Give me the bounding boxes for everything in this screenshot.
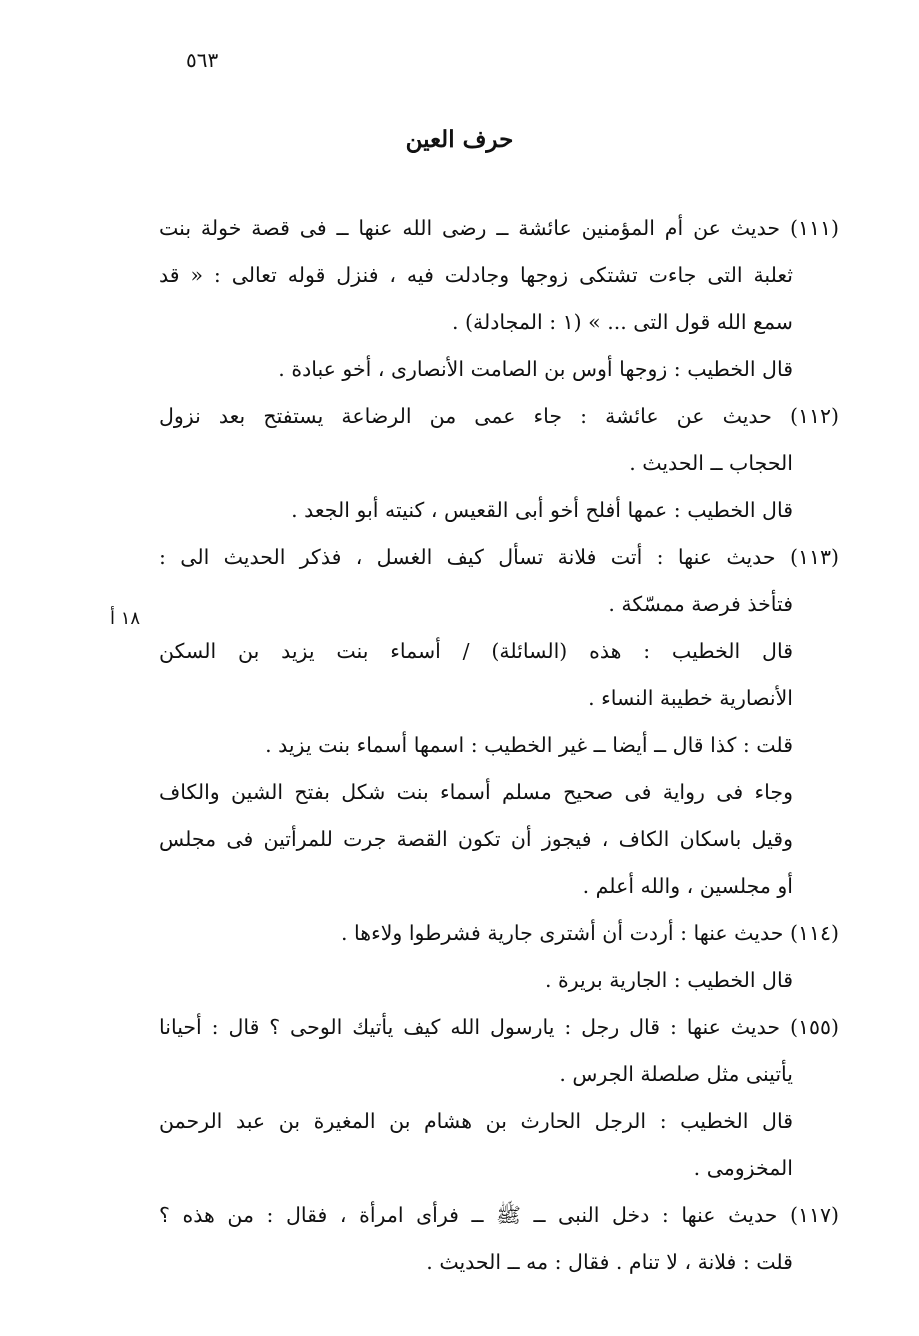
text-line-9: فتأخذ فرصة ممسّكة .	[608, 592, 793, 616]
chapter-title: حرف العين	[405, 126, 514, 153]
text-line-17: قال الخطيب : الجارية بريرة .	[544, 968, 793, 992]
text-line-11: الأنصارية خطيبة النساء .	[588, 686, 793, 710]
text-line-12: قلت : كذا قال ــ أيضا ــ غير الخطيب : اسمها أسماء بنت يزيد .	[265, 733, 793, 757]
text-line-18: (١٥٥) حديث عنها : قال رجل : يارسول الله كيف يأتيك الوحى ؟ قال : أحيانا	[159, 1015, 839, 1039]
text-line-1: (١١١) حديث عن أم المؤمنين عائشة ــ رضى الله عنها ــ فى قصة خولة بنت	[159, 216, 839, 240]
text-line-15: أو مجلسين ، والله أعلم .	[582, 874, 793, 898]
text-line-21: المخزومى .	[693, 1156, 793, 1180]
text-line-4: قال الخطيب : زوجها أوس بن الصامت الأنصارى ، أخو عبادة .	[278, 357, 793, 381]
text-line-10: قال الخطيب : هذه (السائلة) / أسماء بنت يزيد بن السكن	[159, 639, 793, 663]
text-line-3: سمع الله قول التى ... » (١ : المجادلة) .	[452, 310, 793, 334]
text-line-22: (١١٧) حديث عنها : دخل النبى ــ ﷺ ــ فرأى امرأة ، فقال : من هذه ؟	[159, 1203, 839, 1227]
text-line-2: ثعلبة التى جاءت تشتكى زوجها وجادلت فيه ، فنزل قوله تعالى : « قد	[159, 263, 793, 287]
text-line-6: الحجاب ــ الحديث .	[629, 451, 793, 475]
text-line-16: (١١٤) حديث عنها : أردت أن أشترى جارية فشرطوا ولاءها .	[340, 921, 839, 945]
text-line-23: قلت : فلانة ، لا تنام . فقال : مه ــ الحديث .	[426, 1250, 793, 1274]
text-line-14: وقيل باسكان الكاف ، فيجوز أن تكون القصة جرت للمرأتين فى مجلس	[159, 827, 793, 851]
text-line-8: (١١٣) حديث عنها : أتت فلانة تسأل كيف الغسل ، فذكر الحديث الى :	[159, 545, 839, 569]
text-line-5: (١١٢) حديث عن عائشة : جاء عمى من الرضاعة يستفتح بعد نزول	[159, 404, 839, 428]
text-line-19: يأتينى مثل صلصلة الجرس .	[559, 1062, 793, 1086]
text-line-7: قال الخطيب : عمها أفلح أخو أبى القعيس ، كنيته أبو الجعد .	[291, 498, 793, 522]
text-line-20: قال الخطيب : الرجل الحارث بن هشام بن المغيرة بن عبد الرحمن	[159, 1109, 793, 1133]
text-line-13: وجاء فى رواية فى صحيح مسلم أسماء بنت شكل بفتح الشين والكاف	[159, 780, 793, 804]
page-number: ٥٦٣	[186, 48, 219, 72]
body-text	[159, 205, 839, 1286]
margin-folio-note: ١٨ أ	[110, 608, 141, 629]
